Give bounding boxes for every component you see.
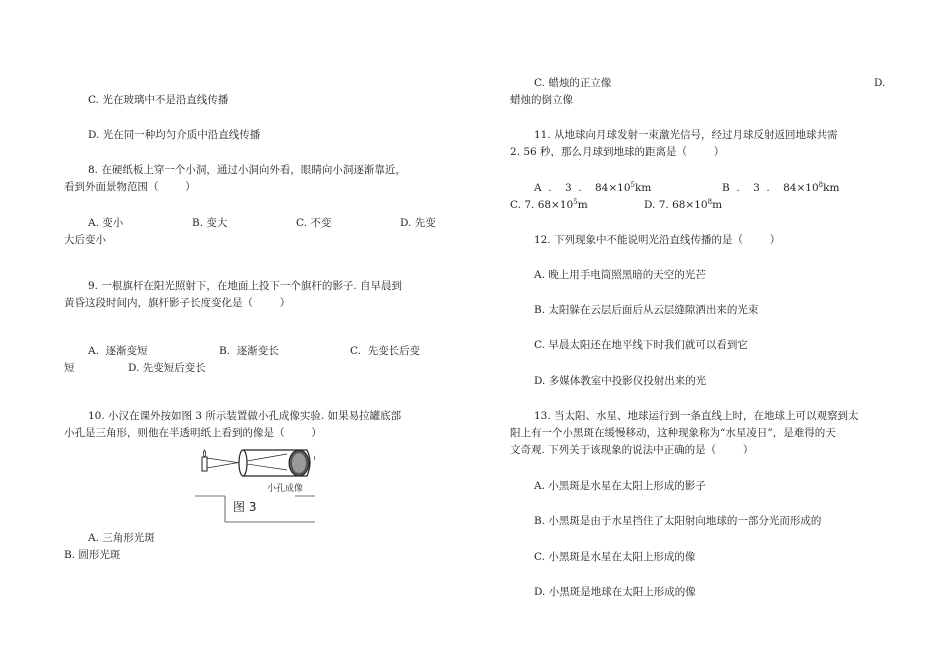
q12-option-a: A. 晚上用手电筒照黑暗的天空的光芒: [534, 269, 706, 281]
q11-stem-line2: 2. 56 秒，那么月球到地球的距离是（ ）: [510, 146, 725, 158]
q8-option-a: A. 变小: [88, 217, 124, 229]
q7-option-c: C. 光在玻璃中不是沿直线传播: [88, 94, 229, 106]
q10-option-d-cont: 蜡烛的倒立像: [510, 94, 573, 106]
q10-option-b: B. 圆形光斑: [64, 549, 121, 561]
q10-stem-line1: 10. 小汉在课外按如图 3 所示装置做小孔成像实验. 如果易拉罐底部: [88, 410, 402, 422]
q8-option-d: D. 先变: [400, 217, 436, 229]
q13-option-b: B. 小黑斑是由于水星挡住了太阳射向地球的一部分光而形成的: [534, 515, 822, 527]
q13-stem-line3: 文奇观. 下列关于该现象的说法中正确的是（ ）: [510, 444, 754, 456]
q13-option-c: C. 小黑斑是水星在太阳上形成的像: [534, 551, 696, 563]
q11-option-d: D. 7. $68\times 10^8m$: [644, 198, 723, 211]
candle-shape: [202, 457, 207, 471]
q8-option-c: C. 不变: [296, 217, 332, 229]
q13-option-a: A. 小黑斑是水星在太阳上形成的影子: [534, 480, 706, 492]
q13-option-d: D. 小黑斑是地球在太阳上形成的像: [534, 586, 696, 598]
q9-stem-line1: 9. 一根旗杆在阳光照射下，在地面上投下一个旗杆的影子. 自早晨到: [88, 280, 403, 292]
q8-option-d-cont: 大后变小: [64, 234, 106, 246]
q9-option-b: B. 逐渐变长: [219, 345, 279, 357]
q11-stem-line1: 11. 从地球向月球发射一束激光信号，经过月球反射返回地球共需: [534, 129, 838, 141]
q10-stem-line2: 小孔是三角形，则他在半透明纸上看到的像是（ ）: [64, 427, 322, 439]
q9-option-a: A. 逐渐变短: [88, 345, 148, 357]
q9-stem-line2: 黄昏这段时间内，旗杆影子长度变化是（ ）: [64, 297, 291, 309]
q11-option-c: C. 7. $68\times 10^5m$: [510, 198, 588, 211]
q12-option-b: B. 太阳躲在云层后面后从云层缝隙洒出来的光束: [534, 304, 759, 316]
candle-flame: [203, 450, 206, 457]
q12-stem: 12. 下列现象中不能说明光沿直线传播的是（ ）: [534, 234, 781, 246]
q7-option-d: D. 光在同一种均匀介质中沿直线传播: [88, 129, 261, 141]
q8-stem-line2: 看到外面景物范围（ ）: [64, 181, 196, 193]
q10-option-c: C. 蜡烛的正立像: [534, 77, 612, 89]
q11-option-b: B . 3 . $84\times 10^8km$: [722, 181, 840, 194]
q10-option-a: A. 三角形光斑: [88, 532, 155, 544]
q11-option-a: A . 3 . $84\times 10^5km$: [534, 181, 652, 194]
figure-caption: 小孔成像: [267, 484, 304, 494]
q13-stem-line2: 阳上有一个小黑斑在缓慢移动，这种现象称为“水星凌日”，是难得的天: [510, 427, 836, 439]
q12-option-d: D. 多媒体教室中投影仪投射出来的光: [534, 375, 707, 387]
q8-option-b: B. 变大: [192, 217, 228, 229]
q9-option-c: C. 先变长后变: [350, 345, 421, 357]
pinhole-figure: [195, 444, 315, 524]
q8-stem-line1: 8. 在硬纸板上穿一个小洞，通过小洞向外看，眼睛向小洞逐渐靠近，: [88, 164, 406, 176]
paper-highlight: [292, 453, 306, 473]
can-bottom: [239, 450, 247, 476]
q9-option-c-cont: 短: [64, 362, 75, 374]
q9-option-d: D. 先变短后变长: [128, 362, 206, 374]
q10-option-d: D.: [874, 77, 886, 89]
figure-label: 图 3: [233, 500, 257, 514]
q12-option-c: C. 早晨太阳还在地平线下时我们就可以看到它: [534, 339, 748, 351]
q13-stem-line1: 13. 当太阳、水星、地球运行到一条直线上时，在地球上可以观察到太: [534, 410, 859, 422]
